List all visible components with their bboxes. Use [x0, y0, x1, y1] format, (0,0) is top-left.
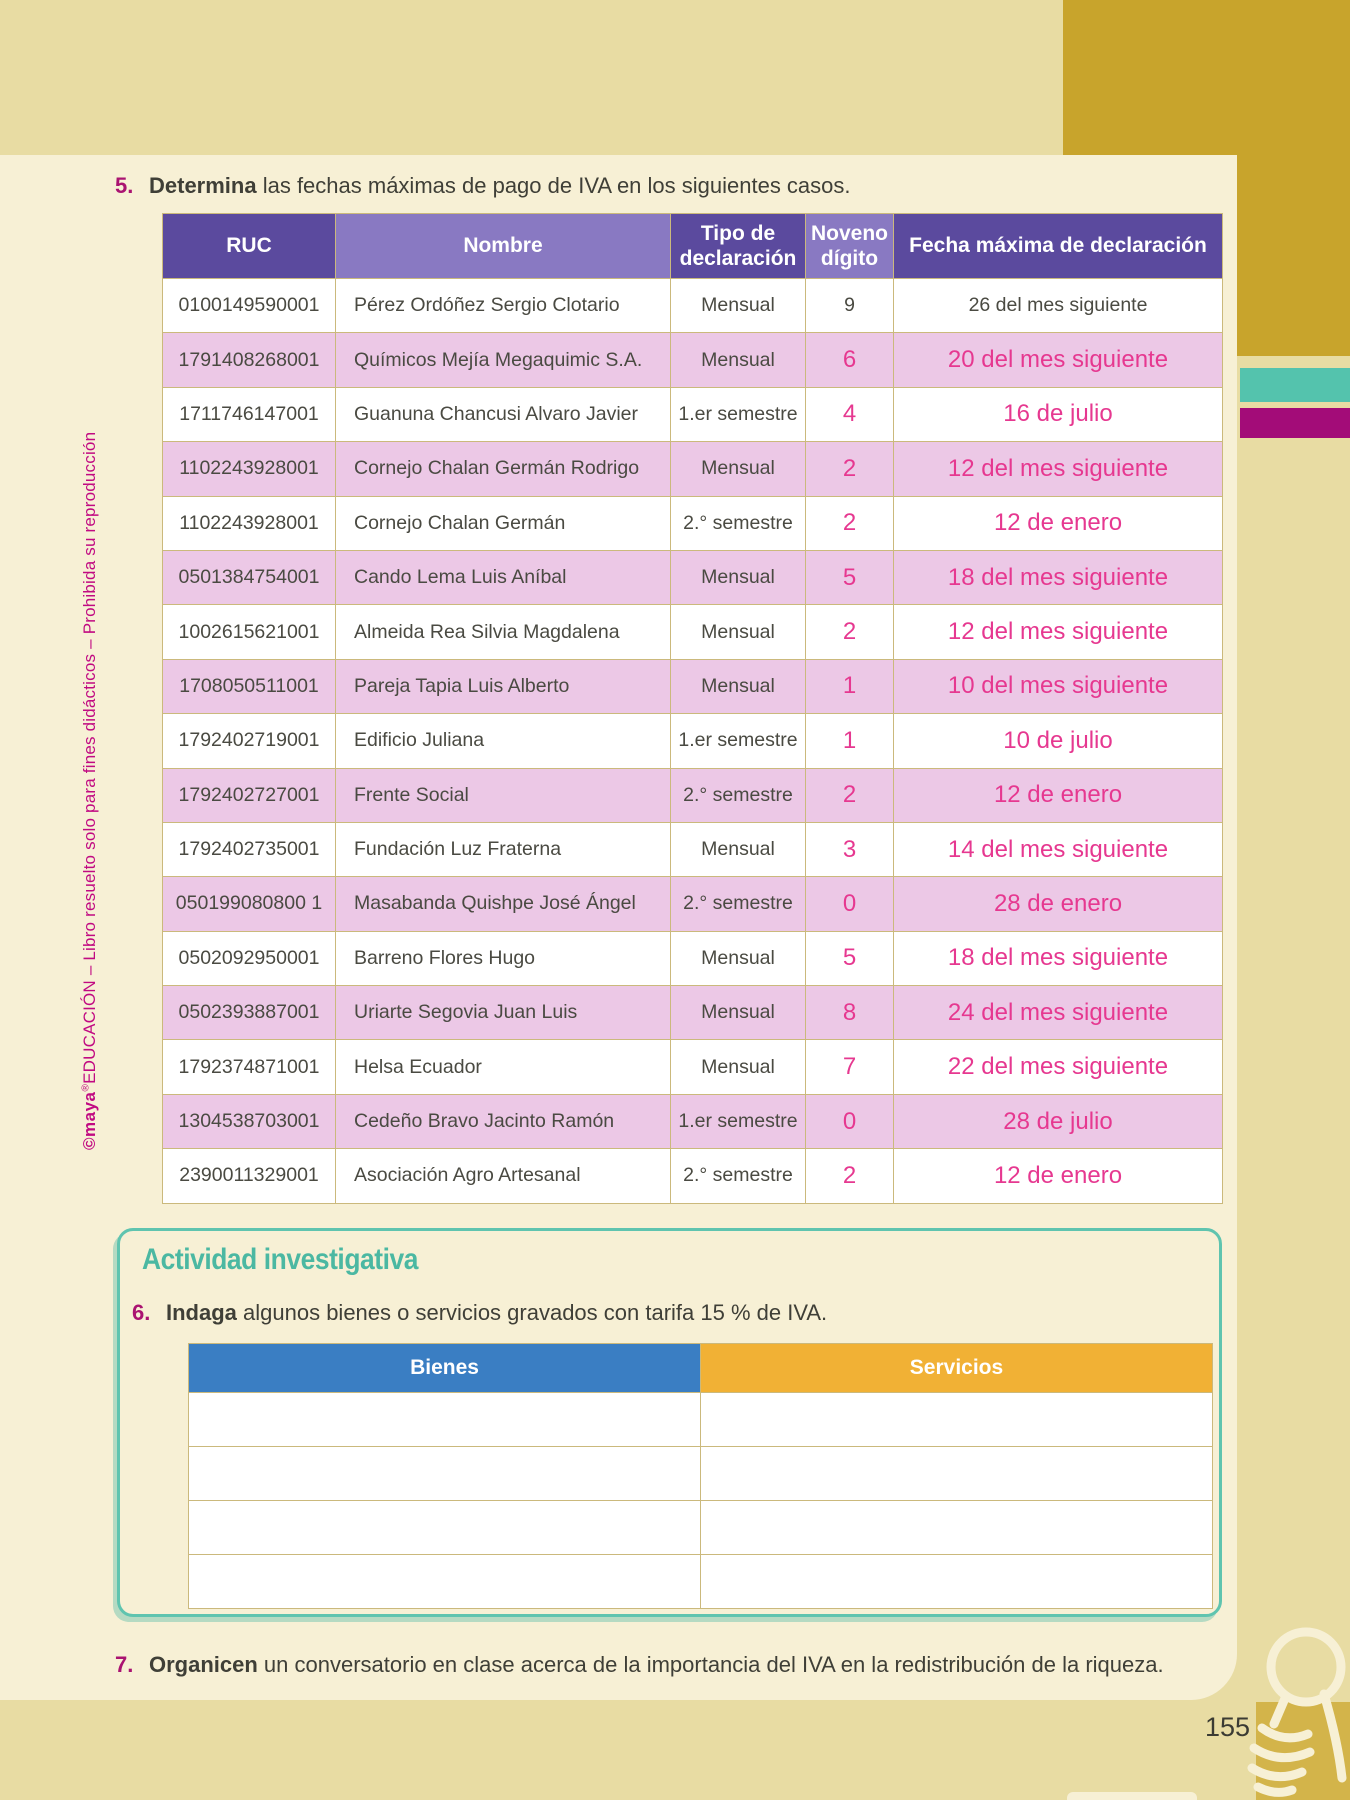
- tipo-cell: Mensual: [671, 333, 806, 387]
- nombre-cell: Guanuna Chancusi Alvaro Javier: [336, 387, 671, 441]
- exercise-5-number: 5.: [115, 173, 134, 198]
- nombre-cell: Cornejo Chalan Germán Rodrigo: [336, 442, 671, 496]
- copyright-watermark: ©maya®EDUCACIÓN – Libro resuelto solo para fines didácticos – Prohibida su reproducción: [80, 431, 99, 1150]
- bs-empty-row: [189, 1447, 1213, 1501]
- magenta-edge-bar: [1240, 408, 1350, 438]
- ruc-cell: 0502092950001: [163, 931, 336, 985]
- tipo-cell: Mensual: [671, 1040, 806, 1094]
- iva-table-row: [163, 714, 1223, 768]
- col-header-tipo: Tipo de declaración: [671, 214, 806, 279]
- nombre-cell: Químicos Mejía Megaquimic S.A.: [336, 333, 671, 387]
- lightbulb-hand-icon: [1238, 1612, 1350, 1800]
- nombre-cell: Frente Social: [336, 768, 671, 822]
- tipo-cell: Mensual: [671, 605, 806, 659]
- ruc-cell: 1792402727001: [163, 768, 336, 822]
- bs-header-row: [189, 1344, 1213, 1393]
- bs-empty-cell: [189, 1501, 701, 1555]
- digito-cell: 3: [806, 822, 894, 876]
- digito-cell: 2: [806, 1149, 894, 1203]
- iva-table-row: [163, 605, 1223, 659]
- ruc-cell: 2390011329001: [163, 1149, 336, 1203]
- fecha-cell: 24 del mes siguiente: [894, 986, 1223, 1040]
- fecha-cell: 28 de enero: [894, 877, 1223, 931]
- nombre-cell: Helsa Ecuador: [336, 1040, 671, 1094]
- tipo-cell: Mensual: [671, 659, 806, 713]
- bs-empty-cell: [701, 1555, 1213, 1609]
- page-number: 155: [1204, 1712, 1250, 1742]
- nombre-cell: Fundación Luz Fraterna: [336, 822, 671, 876]
- iva-deadlines-table: [162, 213, 1223, 1204]
- fecha-cell: 16 de julio: [894, 387, 1223, 441]
- digito-cell: 1: [806, 659, 894, 713]
- content-area: [0, 155, 1237, 1700]
- ruc-cell: 1304538703001: [163, 1094, 336, 1148]
- digito-cell: 2: [806, 605, 894, 659]
- nombre-cell: Pareja Tapia Luis Alberto: [336, 659, 671, 713]
- ruc-cell: 1708050511001: [163, 659, 336, 713]
- exercise-7-text: Organicen un conversatorio en clase acerca de la importancia del IVA en la redistribución de la riqueza.: [149, 1652, 1164, 1677]
- fecha-cell: 12 del mes siguiente: [894, 605, 1223, 659]
- nombre-cell: Pérez Ordóñez Sergio Clotario: [336, 279, 671, 333]
- tipo-cell: Mensual: [671, 279, 806, 333]
- nombre-cell: Masabanda Quishpe José Ángel: [336, 877, 671, 931]
- digito-cell: 5: [806, 931, 894, 985]
- col-header-ruc: RUC: [163, 214, 336, 279]
- tipo-cell: 2.° semestre: [671, 768, 806, 822]
- fecha-cell: 12 de enero: [894, 1149, 1223, 1203]
- digito-cell: 2: [806, 496, 894, 550]
- activity-box: [117, 1228, 1222, 1617]
- tipo-cell: 2.° semestre: [671, 496, 806, 550]
- exercise-6-text: Indaga algunos bienes o servicios gravados con tarifa 15 % de IVA.: [166, 1300, 828, 1325]
- iva-table-row: [163, 442, 1223, 496]
- digito-cell: 1: [806, 714, 894, 768]
- ruc-cell: 1102243928001: [163, 442, 336, 496]
- iva-table-row: [163, 496, 1223, 550]
- fecha-cell: 12 del mes siguiente: [894, 442, 1223, 496]
- ruc-cell: 050199080800 1: [163, 877, 336, 931]
- fecha-cell: 10 del mes siguiente: [894, 659, 1223, 713]
- bs-empty-cell: [189, 1555, 701, 1609]
- fecha-cell: 14 del mes siguiente: [894, 822, 1223, 876]
- digito-cell: 9: [806, 279, 894, 333]
- iva-table-row: [163, 387, 1223, 441]
- digito-cell: 0: [806, 1094, 894, 1148]
- tipo-cell: 2.° semestre: [671, 877, 806, 931]
- bs-empty-row: [189, 1555, 1213, 1609]
- iva-table-row: [163, 822, 1223, 876]
- nombre-cell: Edificio Juliana: [336, 714, 671, 768]
- col-header-bienes: Bienes: [189, 1344, 701, 1393]
- exercise-7: [115, 1651, 1175, 1679]
- activity-title: Actividad investigativa: [142, 1243, 418, 1276]
- digito-cell: 8: [806, 986, 894, 1040]
- iva-table-row: [163, 279, 1223, 333]
- digito-cell: 4: [806, 387, 894, 441]
- tipo-cell: Mensual: [671, 550, 806, 604]
- iva-table-row: [163, 1149, 1223, 1203]
- nombre-cell: Cando Lema Luis Aníbal: [336, 550, 671, 604]
- iva-table-row: [163, 1040, 1223, 1094]
- ruc-cell: 1792402735001: [163, 822, 336, 876]
- teal-edge-bar: [1240, 368, 1350, 402]
- tipo-cell: 2.° semestre: [671, 1149, 806, 1203]
- nombre-cell: Barreno Flores Hugo: [336, 931, 671, 985]
- bottom-edge-strip: [1067, 1792, 1197, 1800]
- iva-table-row: [163, 877, 1223, 931]
- digito-cell: 7: [806, 1040, 894, 1094]
- exercise-5-text: Determina las fechas máximas de pago de IVA en los siguientes casos.: [149, 173, 851, 198]
- bs-empty-row: [189, 1393, 1213, 1447]
- iva-table-row: [163, 1094, 1223, 1148]
- tipo-cell: Mensual: [671, 442, 806, 496]
- tipo-cell: 1.er semestre: [671, 714, 806, 768]
- tipo-cell: Mensual: [671, 822, 806, 876]
- col-header-nombre: Nombre: [336, 214, 671, 279]
- bs-empty-cell: [701, 1447, 1213, 1501]
- iva-table-row: [163, 768, 1223, 822]
- iva-table-row: [163, 659, 1223, 713]
- iva-table-row: [163, 333, 1223, 387]
- ruc-cell: 0502393887001: [163, 986, 336, 1040]
- iva-table-row: [163, 550, 1223, 604]
- exercise-6-number: 6.: [132, 1300, 151, 1325]
- nombre-cell: Asociación Agro Artesanal: [336, 1149, 671, 1203]
- fecha-cell: 22 del mes siguiente: [894, 1040, 1223, 1094]
- bs-empty-cell: [701, 1501, 1213, 1555]
- nombre-cell: Uriarte Segovia Juan Luis: [336, 986, 671, 1040]
- exercise-5: [115, 172, 1115, 200]
- fecha-cell: 26 del mes siguiente: [894, 279, 1223, 333]
- fecha-cell: 10 de julio: [894, 714, 1223, 768]
- tipo-cell: 1.er semestre: [671, 1094, 806, 1148]
- nombre-cell: Cornejo Chalan Germán: [336, 496, 671, 550]
- digito-cell: 2: [806, 768, 894, 822]
- fecha-cell: 20 del mes siguiente: [894, 333, 1223, 387]
- fecha-cell: 18 del mes siguiente: [894, 550, 1223, 604]
- tipo-cell: 1.er semestre: [671, 387, 806, 441]
- ruc-cell: 0501384754001: [163, 550, 336, 604]
- bienes-servicios-table: [188, 1343, 1213, 1609]
- digito-cell: 6: [806, 333, 894, 387]
- ruc-cell: 1792374871001: [163, 1040, 336, 1094]
- col-header-servicios: Servicios: [701, 1344, 1213, 1393]
- bs-empty-row: [189, 1501, 1213, 1555]
- exercise-7-number: 7.: [115, 1652, 134, 1677]
- digito-cell: 2: [806, 442, 894, 496]
- iva-table-row: [163, 986, 1223, 1040]
- ruc-cell: 1102243928001: [163, 496, 336, 550]
- tipo-cell: Mensual: [671, 931, 806, 985]
- ruc-cell: 1711746147001: [163, 387, 336, 441]
- digito-cell: 0: [806, 877, 894, 931]
- fecha-cell: 12 de enero: [894, 496, 1223, 550]
- digito-cell: 5: [806, 550, 894, 604]
- ruc-cell: 1791408268001: [163, 333, 336, 387]
- iva-header-row: [163, 214, 1223, 279]
- bs-empty-cell: [189, 1447, 701, 1501]
- bs-empty-cell: [189, 1393, 701, 1447]
- nombre-cell: Almeida Rea Silvia Magdalena: [336, 605, 671, 659]
- ruc-cell: 1002615621001: [163, 605, 336, 659]
- fecha-cell: 28 de julio: [894, 1094, 1223, 1148]
- bs-empty-cell: [701, 1393, 1213, 1447]
- col-header-noveno: Noveno dígito: [806, 214, 894, 279]
- fecha-cell: 12 de enero: [894, 768, 1223, 822]
- tipo-cell: Mensual: [671, 986, 806, 1040]
- ruc-cell: 1792402719001: [163, 714, 336, 768]
- iva-table-row: [163, 931, 1223, 985]
- nombre-cell: Cedeño Bravo Jacinto Ramón: [336, 1094, 671, 1148]
- col-header-fecha: Fecha máxima de declaración: [894, 214, 1223, 279]
- fecha-cell: 18 del mes siguiente: [894, 931, 1223, 985]
- ruc-cell: 0100149590001: [163, 279, 336, 333]
- exercise-6: [132, 1299, 1152, 1327]
